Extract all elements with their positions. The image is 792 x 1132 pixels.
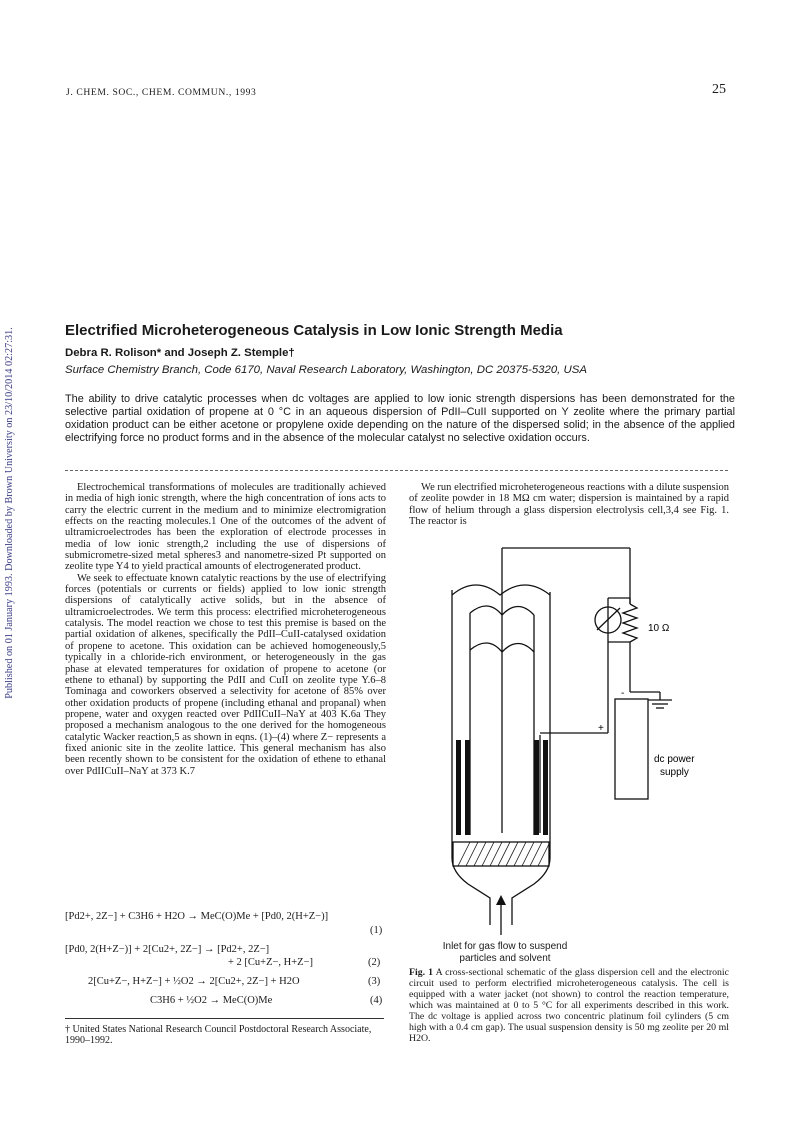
platinum-foil-electrode bbox=[465, 740, 470, 835]
paragraph: We seek to effectuate known catalytic reactions by the use of electrifying forces (potentials or currents or fields) applied to low ionic strength dispersions of catalytically active solids, but in the absence of ultramicroelectrodes. We term this process: electrified microheterogeneous catalysis. The model reaction we chose to test this premise is based on the partial oxidation of alkenes, specifically the PdII–CuII-catalysed oxidation of propene to acetone. This oxidation can be achieved homogeneously,5 typically in a chloride-rich environment, or heterogeneously in the gas phase at elevated temperatures for oxidation of propene to acetone (or ethene to ethanal) by supporting the PdII and CuII on zeolite type Y.6–8 Tominaga and coworkers observed a selectivity for acetone of 85% over other oxidation products of propene (including ethanal and propanal) when propene, water and oxygen reacted over PdIICuII–NaY at 403 K.6a They proposed a mechanism analogous to the one derived for the homogeneous catalytic Wacker reaction,5 as shown in eqns. (1)–(4) where Z− represents a fixed anionic site in the zeolite lattice. This general mechanism has also been recently shown to be consistent for the oxidation of ethene to ethanal over PdIICuII–NaY at 373 K.7 bbox=[65, 572, 386, 777]
equation-1: [Pd2+, 2Z−] + C3H6 + H2O → MeC(O)Me + [Pd0, 2(H+Z−)] bbox=[65, 911, 329, 922]
equation-2: [Pd0, 2(H+Z−)] + 2[Cu2+, 2Z−] → [Pd2+, 2Z−] bbox=[65, 944, 270, 955]
equation-2-number: (2) bbox=[368, 957, 381, 968]
paragraph: Electrochemical transformations of molecules are traditionally achieved in media of high ionic strength, where the high concentration of ions acts to carry the electric current in the medium and to minimize electromigration effects on the reacting molecules.1 One of the outcomes of the advent of ultramicroelectrodes has been the exploration of electrode processes in media of low ionic strength,2 including the use of dispersions of submicrometre-sized metal spheres3 and nanometre-sized Pt supported on zeolite type Y4 to yield practical amounts of electrogenerated product. bbox=[65, 482, 386, 573]
minus-label: - bbox=[621, 688, 625, 699]
resistor-label: 10 Ω bbox=[648, 623, 670, 634]
equation-4: C3H6 + ½O2 → MeC(O)Me bbox=[150, 995, 273, 1006]
platinum-foil-electrode bbox=[543, 740, 548, 835]
inlet-label-line: particles and solvent bbox=[459, 953, 551, 964]
left-column bbox=[65, 482, 386, 777]
plus-label: + bbox=[598, 723, 604, 734]
equation-3-number: (3) bbox=[368, 976, 381, 987]
platinum-foil-electrode bbox=[534, 740, 539, 835]
right-column bbox=[409, 482, 729, 527]
supply-label: supply bbox=[660, 767, 689, 778]
inlet-label-line: Inlet for gas flow to suspend bbox=[442, 941, 568, 952]
article-title: Electrified Microheterogeneous Catalysis in Low Ionic Strength Media bbox=[65, 322, 563, 339]
platinum-foil-electrode bbox=[456, 740, 461, 835]
equation-4-number: (4) bbox=[370, 995, 383, 1006]
cell-schematic-figure bbox=[420, 535, 720, 940]
abstract-divider bbox=[65, 470, 728, 471]
inlet-label bbox=[430, 941, 580, 965]
page-number: 25 bbox=[712, 82, 726, 97]
outer-rim bbox=[452, 585, 550, 595]
equation-3: 2[Cu+Z−, H+Z−] + ½O2 → 2[Cu2+, 2Z−] + H2O bbox=[88, 976, 300, 987]
figure-caption-label: Fig. 1 bbox=[409, 967, 434, 978]
figure-caption bbox=[409, 967, 729, 1044]
dc-power-supply-box bbox=[615, 699, 648, 799]
paragraph: We run electrified microheterogeneous reactions with a dilute suspension of zeolite powder in 18 MΩ cm water; dispersion is maintained by a rapid flow of helium through a glass dispersion electrolysis cell,3,4 see Fig. 1. The reactor is bbox=[409, 482, 729, 528]
supply-label: dc power bbox=[654, 754, 695, 765]
article-affiliation: Surface Chemistry Branch, Code 6170, Naval Research Laboratory, Washington, DC 20375-5320, USA bbox=[65, 364, 587, 376]
figure-caption-text: A cross-sectional schematic of the glass dispersion cell and the electronic circuit used to perform electrified microheterogeneous catalysis. The cell is equipped with a water jacket (not shown) to control the reaction temperature, which was maintained at 0 to 5 °C for all experiments described in this work. The dc voltage is applied across two concentric platinum foil cylinders (5 cm high with a 0.4 cm gap). The usual suspension density is 50 mg zeolite per 20 ml H2O. bbox=[409, 967, 730, 1044]
footnote: † United States National Research Council Postdoctoral Research Associate, 1990–1992. bbox=[65, 1024, 372, 1046]
footnote-divider bbox=[65, 1018, 384, 1019]
running-head: J. CHEM. SOC., CHEM. COMMUN., 1993 bbox=[66, 87, 257, 98]
download-watermark: Published on 01 January 1993. Downloaded by Brown University on 23/10/2014 02:27:31. bbox=[4, 327, 15, 699]
equation-1-number: (1) bbox=[370, 925, 383, 936]
article-abstract: The ability to drive catalytic processes when dc voltages are applied to low ionic strength dispersions has been demonstrated for the selective partial oxidation of propene at 0 °C in an aqueous dispersion of PdII–CuII supported on Y zeolite where the primary partial oxidation product can be either acetone or propylene oxide depending on the nature of the dispersed solid; in the absence of the applied electrifying force no product forms and in the absence of the molecular catalyst no selective oxidation occurs. bbox=[65, 393, 735, 444]
resistor-icon bbox=[623, 604, 637, 642]
inlet-arrowhead bbox=[496, 895, 506, 905]
article-authors: Debra R. Rolison* and Joseph Z. Stemple† bbox=[65, 347, 295, 359]
equation-2-continued: + 2 [Cu+Z−, H+Z−] bbox=[228, 957, 314, 968]
